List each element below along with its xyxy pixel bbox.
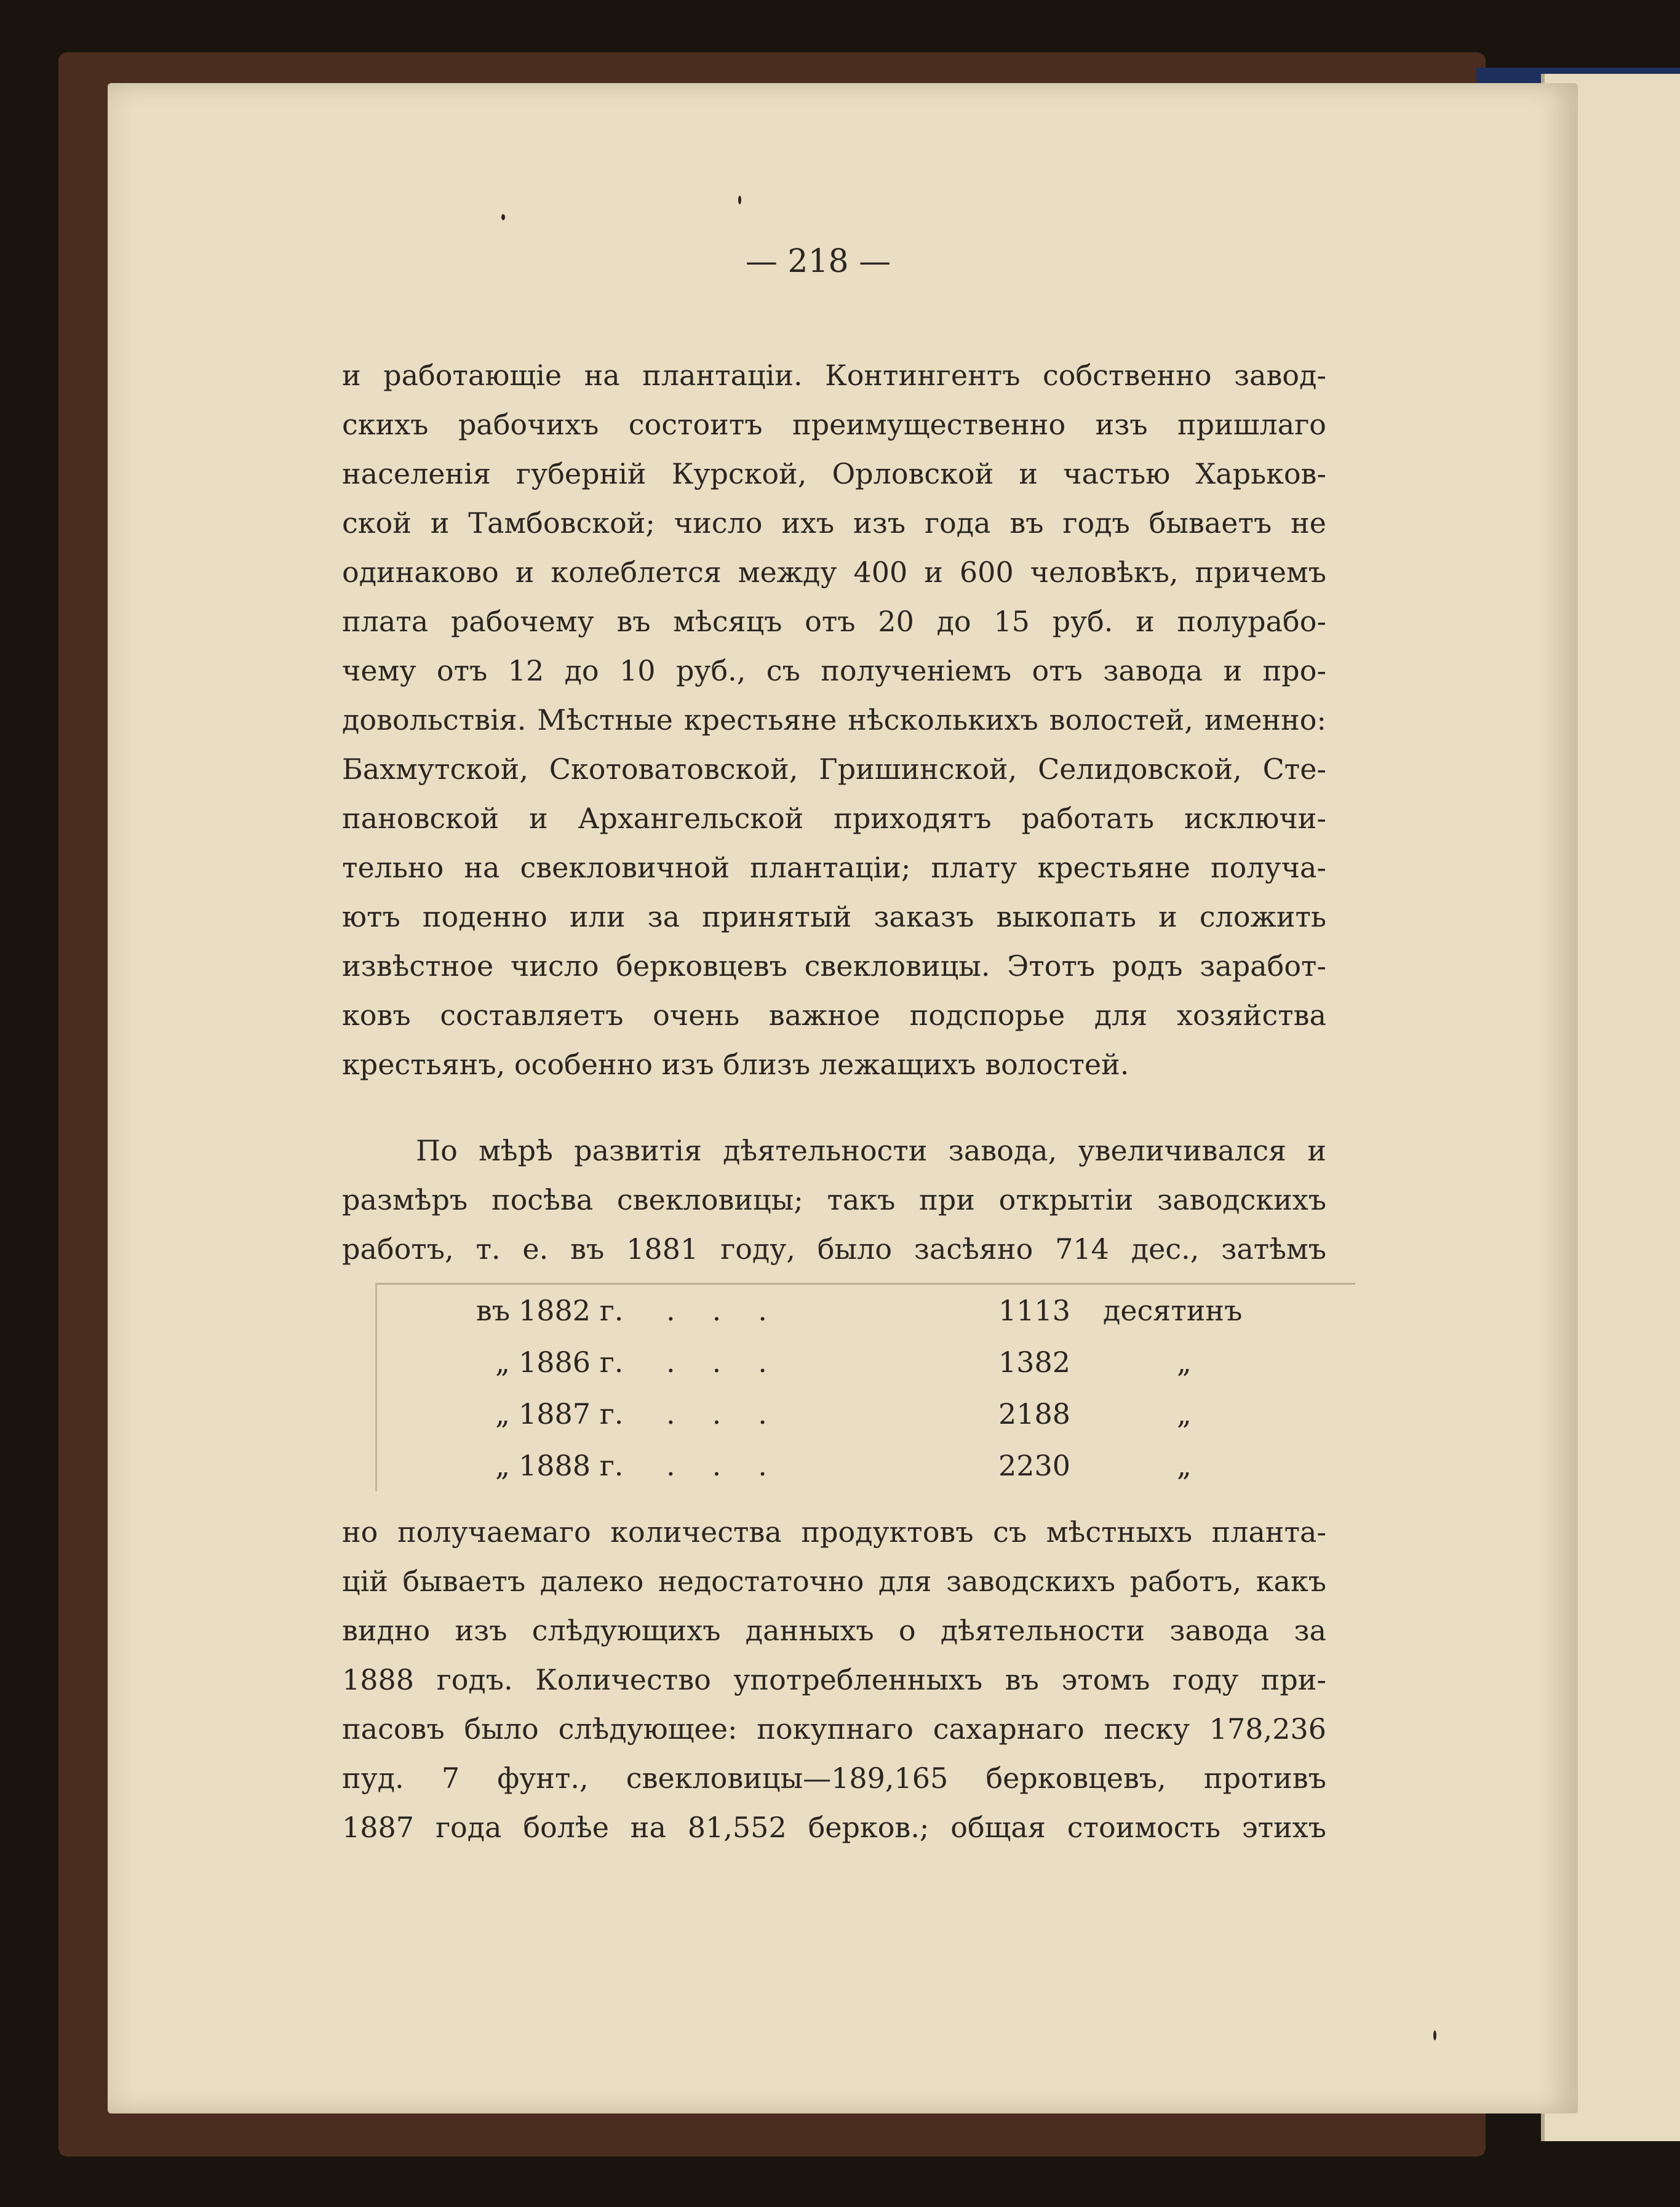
table-row: [377, 1285, 1355, 1336]
paragraph-3: [342, 1507, 1326, 1852]
text-line: чему отъ 12 до 10 руб., съ полученіемъ отъ завода и про-: [342, 654, 1326, 687]
text-line: крестьянъ, особенно изъ близъ лежащихъ волостей.: [342, 1048, 1129, 1081]
row-dots: ...: [666, 1294, 804, 1327]
text-line: По мѣрѣ развитія дѣятельности завода, увеличивался и: [416, 1134, 1326, 1167]
row-prefix: въ: [476, 1294, 510, 1327]
paragraph-1: [342, 351, 1326, 1089]
table-row: [377, 1388, 1355, 1440]
text-line: размѣръ посѣва свекловицы; такъ при открытіи заводскихъ: [342, 1183, 1326, 1216]
row-unit: „: [1177, 1346, 1192, 1379]
row-value: 1113: [998, 1294, 1071, 1327]
text-line: Бахмутской, Скотоватовской, Гришинской, Селидовской, Сте-: [342, 752, 1326, 786]
row-unit: „: [1177, 1449, 1192, 1482]
text-line: и работающіе на плантаціи. Контингентъ собственно завод-: [342, 359, 1326, 392]
page-number: — 218 —: [745, 243, 891, 280]
row-prefix: „: [495, 1346, 510, 1379]
text-line: пасовъ было слѣдующее: покупнаго сахарнаго песку 178,236: [342, 1712, 1326, 1746]
row-dots: ...: [666, 1346, 804, 1379]
row-year: 1882 г.: [519, 1294, 624, 1327]
text-line: пуд. 7 фунт., свекловицы—189,165 берковцевъ, противъ: [342, 1762, 1326, 1795]
row-year: 1886 г.: [519, 1346, 624, 1379]
row-prefix: „: [495, 1397, 510, 1431]
text-line: ковъ составляетъ очень важное подспорье для хозяйства: [342, 999, 1326, 1032]
text-line: цій бываетъ далеко недостаточно для заводскихъ работъ, какъ: [342, 1565, 1326, 1598]
row-unit: „: [1177, 1397, 1192, 1431]
text-line: ютъ поденно или за принятый заказъ выкопать и сложить: [342, 900, 1326, 933]
text-line: одинаково и колеблется между 400 и 600 человѣкъ, причемъ: [342, 556, 1326, 589]
text-line: плата рабочему въ мѣсяцъ отъ 20 до 15 руб. и полурабо-: [342, 605, 1326, 638]
text-line: тельно на свекловичной плантаціи; плату крестьяне получа-: [342, 851, 1326, 884]
row-unit: десятинъ: [1103, 1294, 1243, 1327]
ink-speck: [738, 196, 741, 204]
text-line: работъ, т. е. въ 1881 году, было засѣяно 714 дес., затѣмъ: [342, 1232, 1326, 1266]
row-value: 1382: [998, 1346, 1071, 1379]
ink-speck: [501, 214, 505, 220]
text-line: видно изъ слѣдующихъ данныхъ о дѣятельности завода за: [342, 1614, 1326, 1647]
text-line: довольствія. Мѣстные крестьяне нѣсколькихъ волостей, именно:: [342, 703, 1326, 736]
text-line: населенія губерній Курской, Орловской и частью Харьков-: [342, 457, 1326, 490]
sowing-area-table: [375, 1283, 1355, 1491]
row-year: 1888 г.: [519, 1449, 624, 1482]
row-value: 2188: [998, 1397, 1071, 1431]
text-line: 1887 года болѣе на 81,552 берков.; общая стоимость этихъ: [342, 1811, 1326, 1844]
row-dots: ...: [666, 1449, 804, 1482]
ink-speck: [1433, 2030, 1436, 2040]
text-line: 1888 годъ. Количество употребленныхъ въ этомъ году при-: [342, 1663, 1326, 1696]
paragraph-2: [342, 1126, 1326, 1274]
text-line: но получаемаго количества продуктовъ съ мѣстныхъ планта-: [342, 1515, 1326, 1549]
row-year: 1887 г.: [519, 1397, 624, 1431]
text-line: извѣстное число берковцевъ свекловицы. Этотъ родъ заработ-: [342, 949, 1326, 983]
row-prefix: „: [495, 1449, 510, 1482]
row-dots: ...: [666, 1397, 804, 1431]
text-line: пановской и Архангельской приходятъ работать исключи-: [342, 802, 1326, 835]
row-value: 2230: [998, 1449, 1071, 1482]
table-row: [377, 1440, 1355, 1491]
table-row: [377, 1336, 1355, 1388]
text-line: скихъ рабочихъ состоитъ преимущественно изъ пришлаго: [342, 408, 1326, 441]
text-line: ской и Тамбовской; число ихъ изъ года въ годъ бываетъ не: [342, 506, 1326, 540]
